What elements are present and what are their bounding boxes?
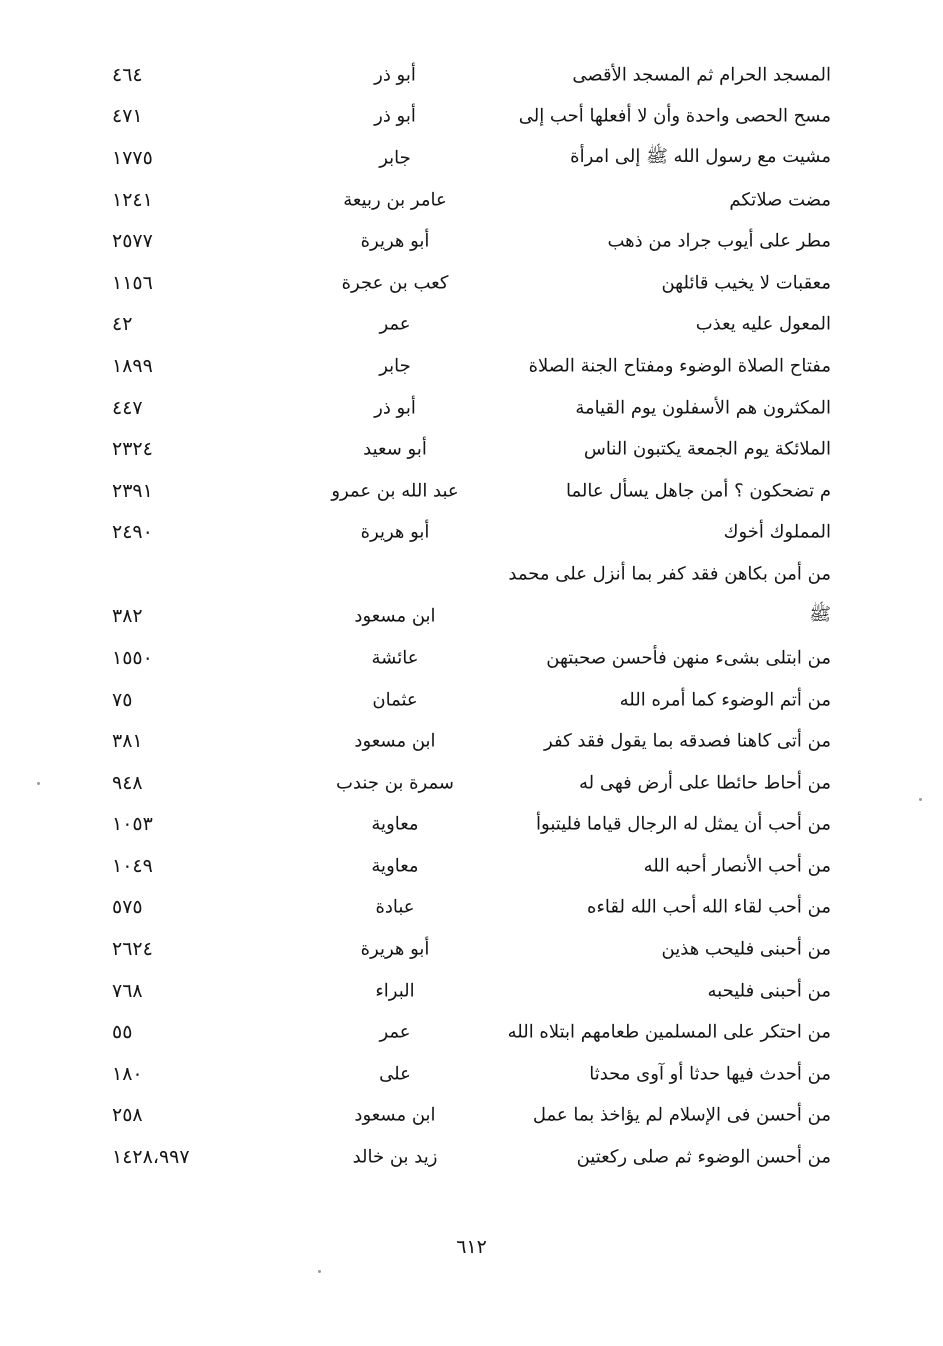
hadith-number: ٣٨٢	[112, 605, 143, 628]
index-row	[0, 179, 943, 221]
narrator-name: أبو سعيد	[363, 438, 427, 460]
hadith-text: مفتاح الصلاة الوضوء ومفتاح الجنة الصلاة	[528, 355, 831, 377]
hadith-number: ٢٥٨	[112, 1104, 143, 1127]
hadith-number: ١٨٩٩	[112, 354, 153, 377]
hadith-number: ١٤٢٨،٩٩٧	[112, 1146, 190, 1169]
index-row	[0, 553, 943, 595]
hadith-number: ٤٢	[112, 313, 133, 336]
index-row	[0, 887, 943, 929]
hadith-text: المكثرون هم الأسفلون يوم القيامة	[575, 397, 831, 419]
hadith-text: الملائكة يوم الجمعة يكتبون الناس	[583, 438, 831, 460]
scan-speck	[919, 798, 922, 801]
hadith-text: من أحب أن يمثل له الرجال قياما فليتبوأ	[536, 813, 831, 835]
hadith-number: ٢٥٧٧	[112, 230, 153, 253]
hadith-text: من أتم الوضوء كما أمره الله	[619, 689, 831, 711]
index-row	[0, 637, 943, 679]
hadith-text: من أحب لقاء الله أحب الله لقاءه	[587, 896, 831, 918]
hadith-text: من أحاط حائطا على أرض فهى له	[579, 772, 831, 794]
hadith-text: من أحسن الوضوء ثم صلى ركعتين	[576, 1146, 831, 1168]
hadith-text: من أتى كاهنا فصدقه بما يقول فقد كفر	[544, 730, 831, 752]
scan-speck	[37, 782, 40, 785]
index-row	[0, 387, 943, 429]
index-row	[0, 1136, 943, 1178]
narrator-name: معاوية	[371, 813, 419, 835]
hadith-number: ٢٣٩١	[112, 479, 153, 502]
hadith-text: مطر على أيوب جراد من ذهب	[607, 230, 831, 252]
narrator-name: جابر	[379, 355, 411, 377]
hadith-text: من أحبنى فليحب هذين	[661, 938, 831, 960]
index-row	[0, 1095, 943, 1137]
hadith-text: المعول عليه يعذب	[695, 313, 831, 335]
narrator-name: زيد بن خالد	[352, 1146, 438, 1168]
hadith-number: ١٥٥٠	[112, 646, 153, 669]
hadith-number: ٤٧١	[112, 105, 143, 128]
index-row	[0, 1011, 943, 1053]
hadith-text: معقبات لا يخيب قائلهن	[661, 272, 831, 294]
hadith-number: ٣٨١	[112, 730, 143, 753]
hadith-text: ﷺ	[809, 604, 831, 626]
narrator-name: البراء	[375, 980, 415, 1002]
index-row	[0, 970, 943, 1012]
hadith-text: من أحدث فيها حدثا أو آوى محدثا	[589, 1063, 831, 1085]
index-row	[0, 262, 943, 304]
hadith-text: مسح الحصى واحدة وأن لا أفعلها أحب إلى	[518, 105, 831, 127]
narrator-name: عبد الله بن عمرو	[331, 480, 459, 502]
hadith-text: من ابتلى بشىء منهن فأحسن صحبتهن	[546, 647, 831, 669]
hadith-number: ٧٦٨	[112, 979, 143, 1002]
narrator-name: أبو هريرة	[360, 230, 430, 252]
hadith-text: المسجد الحرام ثم المسجد الأقصى	[572, 64, 831, 86]
index-row	[0, 845, 943, 887]
narrator-name: أبو ذر	[374, 105, 416, 127]
narrator-name: ابن مسعود	[354, 730, 436, 752]
narrator-name: على	[379, 1063, 411, 1085]
hadith-text: مشيت مع رسول الله ﷺ إلى امرأة	[570, 145, 831, 167]
index-row	[0, 304, 943, 346]
narrator-name: سمرة بن جندب	[336, 772, 454, 794]
index-row	[0, 345, 943, 387]
narrator-name: عثمان	[372, 689, 418, 711]
hadith-text: من احتكر على المسلمين طعامهم ابتلاه الله	[507, 1021, 831, 1043]
hadith-number: ٥٧٥	[112, 896, 143, 919]
hadith-text: من أحب الأنصار أحبه الله	[643, 855, 831, 877]
index-row	[0, 595, 943, 637]
index-row	[0, 928, 943, 970]
narrator-name: جابر	[379, 147, 411, 169]
narrator-name: أبو هريرة	[360, 938, 430, 960]
narrator-name: عبادة	[375, 896, 415, 918]
hadith-number: ٢٣٢٤	[112, 438, 153, 461]
narrator-name: عائشة	[371, 647, 419, 669]
hadith-number: ١١٥٦	[112, 271, 153, 294]
narrator-name: أبو ذر	[374, 397, 416, 419]
hadith-number: ٧٥	[112, 688, 133, 711]
index-row	[0, 428, 943, 470]
hadith-text: من أحبنى فليحبه	[707, 980, 831, 1002]
hadith-number: ٤٦٤	[112, 63, 143, 86]
hadith-number: ١٧٧٥	[112, 146, 153, 169]
index-row	[0, 762, 943, 804]
index-row	[0, 804, 943, 846]
narrator-name: ابن مسعود	[354, 1104, 436, 1126]
narrator-name: عمر	[379, 1021, 411, 1043]
hadith-number: ١٠٤٩	[112, 854, 153, 877]
hadith-text: المملوك أخوك	[723, 521, 831, 543]
index-row	[0, 96, 943, 138]
hadith-text: مضت صلاتكم	[729, 189, 831, 211]
index-row	[0, 720, 943, 762]
index-row	[0, 679, 943, 721]
hadith-number: ٢٤٩٠	[112, 521, 153, 544]
narrator-name: أبو ذر	[374, 64, 416, 86]
narrator-name: كعب بن عجرة	[341, 272, 449, 294]
scan-speck	[318, 1270, 321, 1273]
index-row	[0, 220, 943, 262]
hadith-number: ٢٦٢٤	[112, 938, 153, 961]
hadith-number: ١٠٥٣	[112, 813, 153, 836]
hadith-number: ١٢٤١	[112, 188, 153, 211]
hadith-number: ١٨٠	[112, 1062, 143, 1085]
hadith-number: ٥٥	[112, 1021, 133, 1044]
narrator-name: عمر	[379, 313, 411, 335]
hadith-number: ٤٤٧	[112, 396, 143, 419]
index-row	[0, 470, 943, 512]
hadith-index-table	[0, 54, 943, 1178]
page-number: ٦١٢	[456, 1236, 487, 1258]
index-row	[0, 512, 943, 554]
narrator-name: عامر بن ربيعة	[343, 189, 447, 211]
narrator-name: ابن مسعود	[354, 605, 436, 627]
hadith-text: من أحسن فى الإسلام لم يؤاخذ بما عمل	[532, 1104, 831, 1126]
hadith-text: م تضحكون ؟ أمن جاهل يسأل عالما	[565, 480, 831, 502]
hadith-number: ٩٤٨	[112, 771, 143, 794]
narrator-name: معاوية	[371, 855, 419, 877]
index-row	[0, 54, 943, 96]
narrator-name: أبو هريرة	[360, 521, 430, 543]
index-row	[0, 1053, 943, 1095]
hadith-text: من أمن بكاهن فقد كفر بما أنزل على محمد	[508, 563, 831, 585]
index-row	[0, 137, 943, 179]
